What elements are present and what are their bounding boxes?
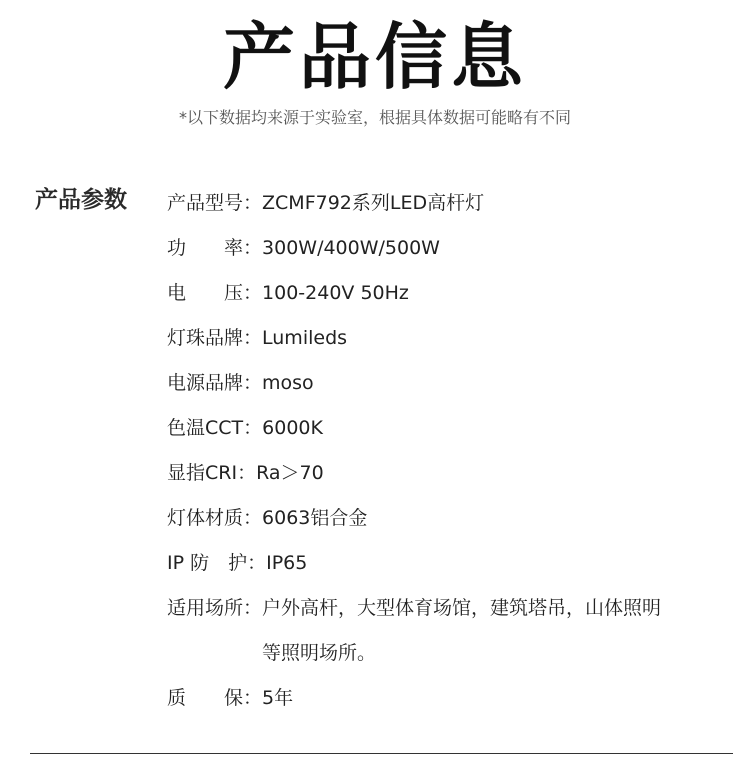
spec-row-material [167, 496, 727, 541]
spec-row-voltage [167, 271, 727, 316]
spec-label: 适用场所： [167, 597, 263, 619]
spec-label: 质 保： [167, 687, 263, 709]
spec-row-led-brand [167, 316, 727, 361]
spec-value: Lumileds [262, 327, 348, 349]
spec-value: 6000K [262, 417, 323, 439]
spec-label: 电 压： [167, 282, 263, 304]
spec-row-power [167, 226, 727, 271]
spec-row-driver-brand [167, 361, 727, 406]
spec-row-ip [167, 541, 727, 586]
spec-value: 5年 [262, 687, 294, 709]
spec-row-cct [167, 406, 727, 451]
spec-row-model [167, 181, 727, 226]
spec-list [167, 181, 727, 721]
spec-label: 电源品牌： [167, 372, 263, 394]
spec-value: 100-240V 50Hz [262, 282, 409, 304]
page-subtitle: *以下数据均来源于实验室，根据具体数据可能略有不同 [178, 108, 571, 127]
spec-row-application [167, 586, 727, 676]
page-title: 产品信息 [222, 15, 527, 99]
spec-value: moso [262, 372, 314, 394]
spec-value: 户外高杆，大型体育场馆，建筑塔吊，山体照明等照明场所。 [262, 597, 662, 664]
spec-label: 产品型号： [167, 192, 263, 214]
spec-label: IP 防 护： [167, 552, 267, 574]
bottom-divider [30, 753, 733, 754]
section-label: 产品参数 [35, 187, 127, 213]
spec-label: 显指CRI： [167, 462, 257, 484]
spec-row-cri [167, 451, 727, 496]
spec-value: Ra＞70 [256, 462, 324, 484]
spec-value: 300W/400W/500W [262, 237, 440, 259]
spec-label: 灯体材质： [167, 507, 263, 529]
spec-row-warranty [167, 676, 727, 721]
spec-label: 功 率： [167, 237, 263, 259]
spec-value: IP65 [266, 552, 308, 574]
spec-value: 6063铝合金 [262, 507, 368, 529]
spec-label: 灯珠品牌： [167, 327, 263, 349]
spec-label: 色温CCT： [167, 417, 263, 439]
spec-value: ZCMF792系列LED高杆灯 [262, 192, 485, 214]
